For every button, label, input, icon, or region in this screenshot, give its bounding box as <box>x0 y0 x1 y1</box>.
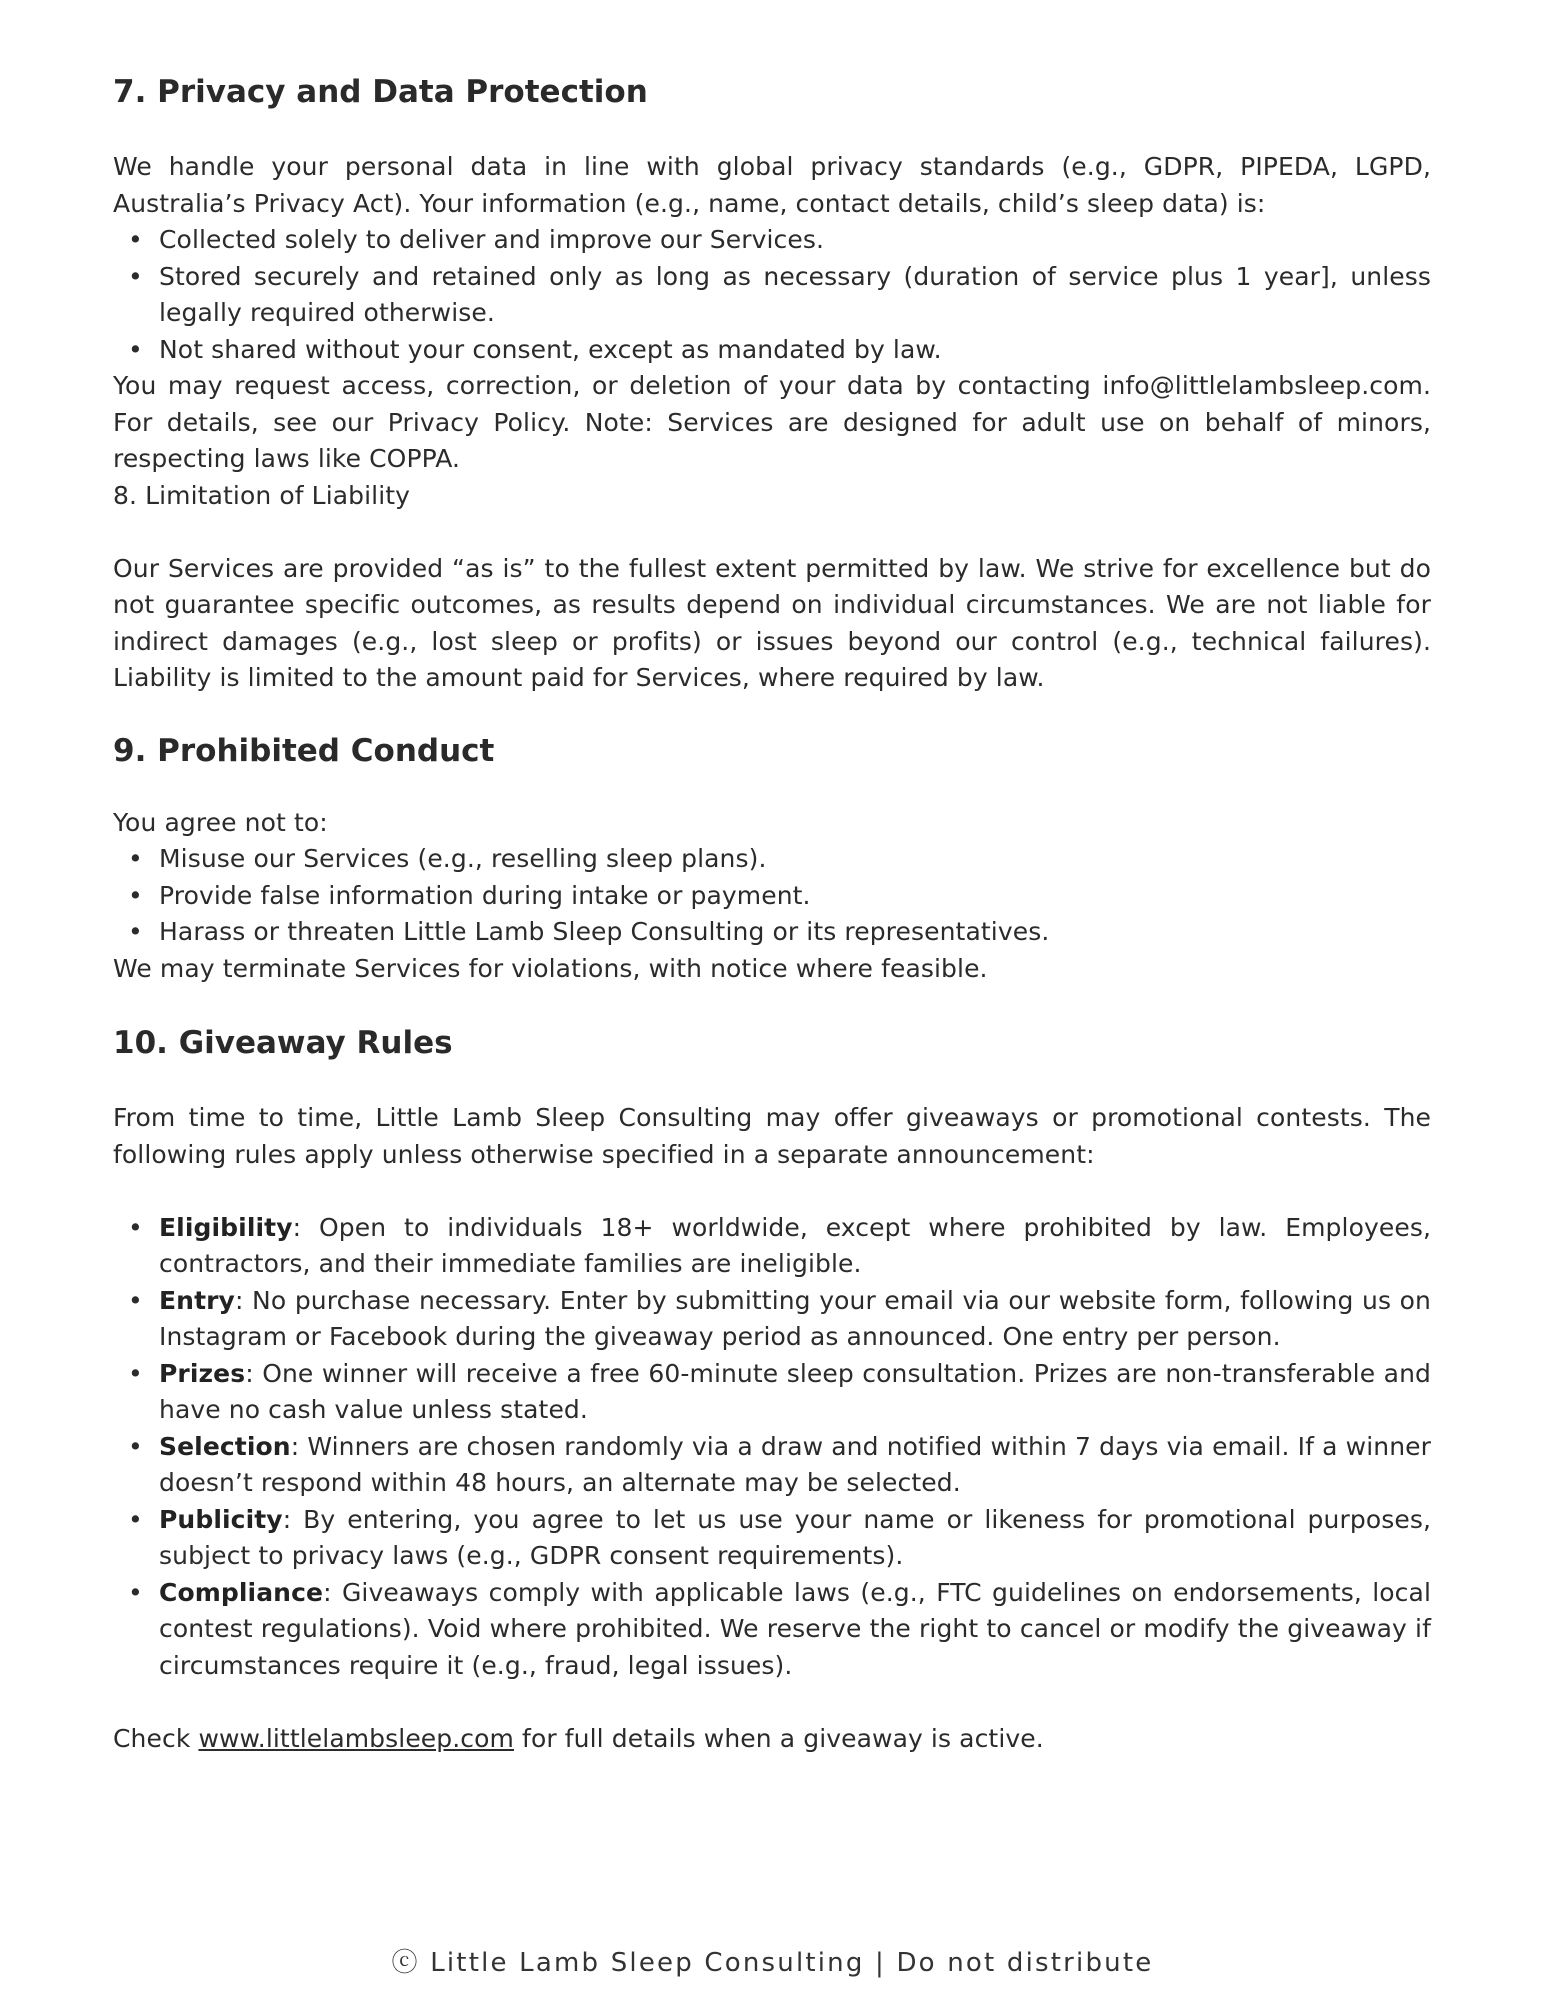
list-item-text: Stored securely and retained only as long as necessary (duration of service plus 1 year], unless legally required otherwise. <box>159 261 1431 327</box>
section-10-intro: From time to time, Little Lamb Sleep Consulting may offer giveaways or promotional contests. The following rules apply unless otherwise specified in a separate announcement: <box>113 1103 1431 1169</box>
bullet-icon: • <box>128 1358 143 1388</box>
rule-term: Eligibility <box>159 1212 293 1242</box>
section-9-closing: We may terminate Services for violations, with notice where feasible. <box>113 953 988 983</box>
section-10-heading: 10. Giveaway Rules <box>113 1025 453 1061</box>
rule-text: : By entering, you agree to let us use your name or likeness for promotional purposes, subject to privacy laws (e.g., GDPR consent requirements). <box>159 1504 1431 1570</box>
list-item-text: Harass or threaten Little Lamb Sleep Consulting or its representatives. <box>159 917 1050 946</box>
spacer <box>113 1173 1431 1210</box>
rule-text: : No purchase necessary. Enter by submitting your email via our website form, following us on Instagram or Facebook during the giveaway period as announced. One entry per person. <box>159 1285 1431 1351</box>
section-7-closing: You may request access, correction, or deletion of your data by contacting info@littlelambsleep.com. For details, see our Privacy Policy. Note: Services are designed for adult use on behalf of minors, respecting laws like COPPA. <box>113 371 1431 473</box>
bullet-icon: • <box>128 917 143 946</box>
rule-text: : Open to individuals 18+ worldwide, except where prohibited by law. Employees, contractors, and their immediate families are ineligible. <box>159 1212 1431 1278</box>
page-footer: ⓒ Little Lamb Sleep Consulting | Do not distribute <box>391 1948 1154 1978</box>
giveaway-rules-list <box>113 1210 1431 1685</box>
rule-term: Entry <box>159 1285 235 1315</box>
list-item <box>128 1283 1431 1356</box>
list-item <box>128 914 1431 951</box>
list-item <box>128 1429 1431 1502</box>
list-item-text: Misuse our Services (e.g., reselling sleep plans). <box>159 844 767 873</box>
rule-term: Prizes <box>159 1358 246 1388</box>
list-item <box>128 332 1431 369</box>
list-item <box>128 1502 1431 1575</box>
bullet-icon: • <box>128 1212 143 1242</box>
list-item <box>128 878 1431 915</box>
section-7-bullet-list <box>113 222 1431 368</box>
bullet-icon: • <box>128 334 143 364</box>
check-suffix: for full details when a giveaway is active. <box>514 1723 1044 1753</box>
section-7-heading: 7. Privacy and Data Protection <box>113 74 648 110</box>
bullet-icon: • <box>128 1504 143 1534</box>
list-item <box>128 841 1431 878</box>
section-8-heading: 8. Limitation of Liability <box>113 480 411 510</box>
section-7-intro: We handle your personal data in line with global privacy standards (e.g., GDPR, PIPEDA, LGPD, Australia’s Privacy Act). Your information (e.g., name, contact details, child’s sleep data) is: <box>113 152 1431 218</box>
section-9-heading: 9. Prohibited Conduct <box>113 732 495 769</box>
rule-text: : Giveaways comply with applicable laws (e.g., FTC guidelines on endorsements, local contest regulations). Void where prohibited. We reserve the right to cancel or modify the giveaway if circumstances require it (e.g., fraud, legal issues). <box>159 1577 1431 1680</box>
document-page <box>113 72 1431 1757</box>
rule-text: : Winners are chosen randomly via a draw and notified within 7 days via email. If a winner doesn’t respond within 48 hours, an alternate may be selected. <box>159 1431 1431 1497</box>
list-item <box>128 1356 1431 1429</box>
list-item-text: Not shared without your consent, except as mandated by law. <box>159 334 942 364</box>
section-8-body: Our Services are provided “as is” to the fullest extent permitted by law. We strive for excellence but do not guarantee specific outcomes, as results depend on individual circumstances. We are not liable for indirect damages (e.g., lost sleep or profits) or issues beyond our control (e.g., technical failures). Liability is limited to the amount paid for Services, where required by law. <box>113 553 1431 692</box>
bullet-icon: • <box>128 1577 143 1607</box>
bullet-icon: • <box>128 261 143 291</box>
section-9-bullet-list <box>113 841 1431 951</box>
rule-term: Publicity <box>159 1504 283 1534</box>
list-item-text: Collected solely to deliver and improve our Services. <box>159 225 825 254</box>
bullet-icon: • <box>128 880 143 910</box>
section-9-intro: You agree not to: <box>113 807 328 837</box>
list-item <box>128 1575 1431 1685</box>
rule-term: Compliance <box>159 1577 324 1607</box>
list-item <box>128 259 1431 332</box>
bullet-icon: • <box>128 844 143 873</box>
website-link[interactable]: www.littlelambsleep.com <box>198 1723 514 1753</box>
bullet-icon: • <box>128 1431 143 1461</box>
rule-term: Selection <box>159 1431 291 1461</box>
bullet-icon: • <box>128 1285 143 1315</box>
spacer <box>113 514 1431 551</box>
spacer <box>113 1684 1431 1721</box>
giveaway-check-line <box>113 1721 1431 1758</box>
check-prefix: Check <box>113 1723 199 1753</box>
list-item <box>128 222 1431 259</box>
list-item <box>128 1210 1431 1283</box>
list-item-text: Provide false information during intake or payment. <box>159 880 811 910</box>
rule-text: : One winner will receive a free 60-minute sleep consultation. Prizes are non-transferable and have no cash value unless stated. <box>159 1358 1431 1424</box>
bullet-icon: • <box>128 225 143 254</box>
